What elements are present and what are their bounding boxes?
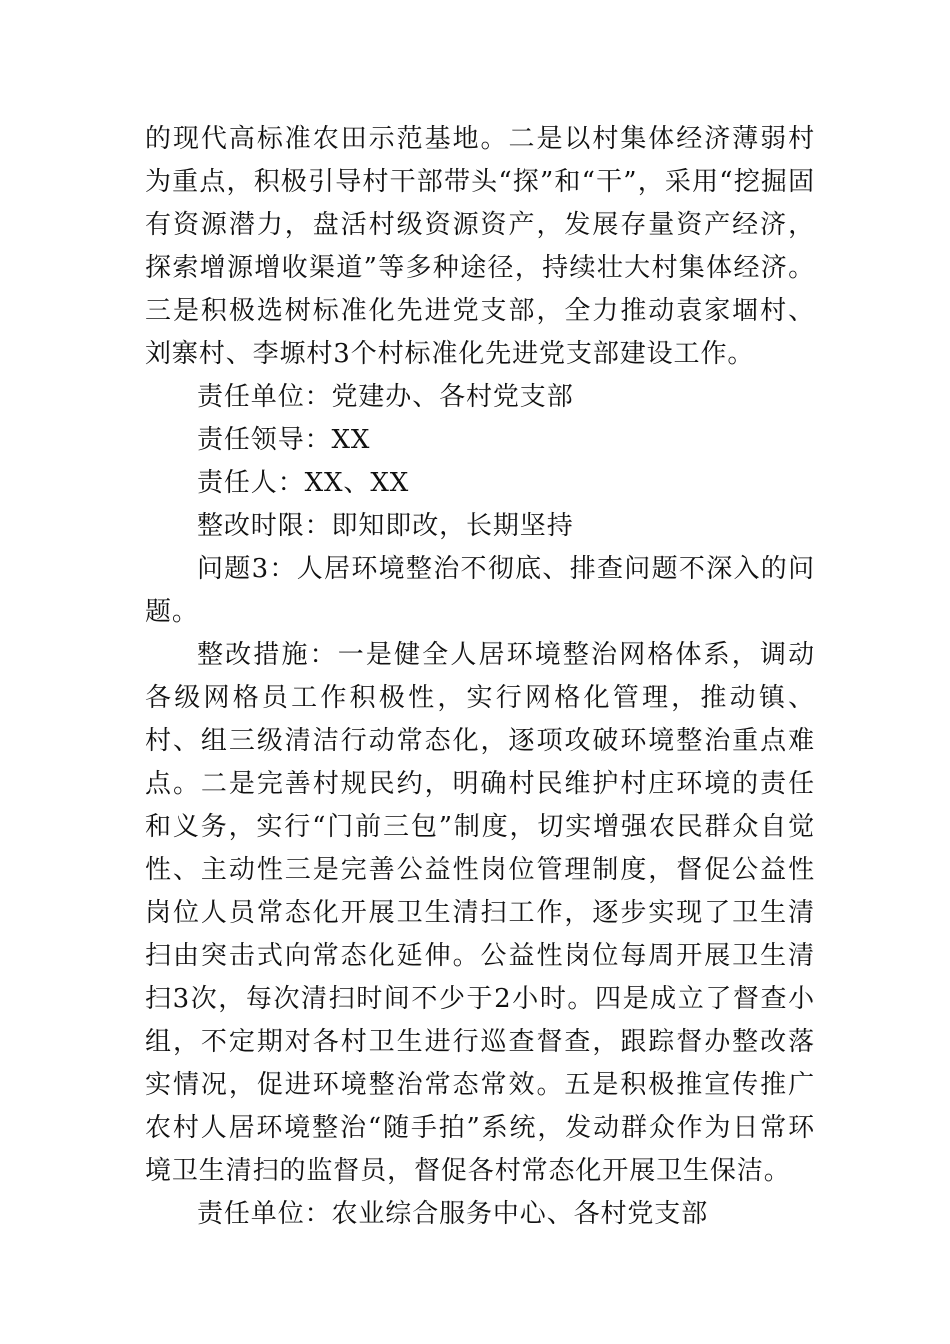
document-body	[145, 118, 815, 1236]
rectification-deadline: 整改时限：即知即改，长期坚持	[197, 511, 574, 541]
responsible-person: 责任人：XX、XX	[197, 468, 410, 498]
responsible-leader: 责任领导：XX	[197, 425, 371, 455]
paragraph-continuation: 的现代高标准农田示范基地。二是以村集体经济薄弱村为重点，积极引导村干部带头“探”和“干”，采用“挖掘固有资源潜力，盘活村级资源资产，发展存量资产经济，探索增源增收渠道”等多种途径，持续壮大村集体经济。三是积极选树标准化先进党支部，全力推动袁家堌村、刘寨村、李塬村3个村标准化先进党支部建设工作。	[145, 124, 815, 369]
issue-3-heading: 问题3：人居环境整治不彻底、排查问题不深入的问题。	[145, 554, 815, 627]
responsible-unit-2: 责任单位：农业综合服务中心、各村党支部	[197, 1199, 709, 1229]
responsible-unit-1: 责任单位：党建办、各村党支部	[197, 382, 574, 412]
rectification-measures: 整改措施：一是健全人居环境整治网格体系，调动各级网格员工作积极性，实行网格化管理，推动镇、村、组三级清洁行动常态化，逐项攻破环境整治重点难点。二是完善村规民约，明确村民维护村庄环境的责任和义务，实行“门前三包”制度，切实增强农民群众自觉性、主动性三是完善公益性岗位管理制度，督促公益性岗位人员常态化开展卫生清扫工作，逐步实现了卫生清扫由突击式向常态化延伸。公益性岗位每周开展卫生清扫3次，每次清扫时间不少于2小时。四是成立了督查小组，不定期对各村卫生进行巡查督查，跟踪督办整改落实情况，促进环境整治常态常效。五是积极推宣传推广农村人居环境整治“随手拍”系统，发动群众作为日常环境卫生清扫的监督员，督促各村常态化开展卫生保洁。	[145, 640, 815, 1186]
